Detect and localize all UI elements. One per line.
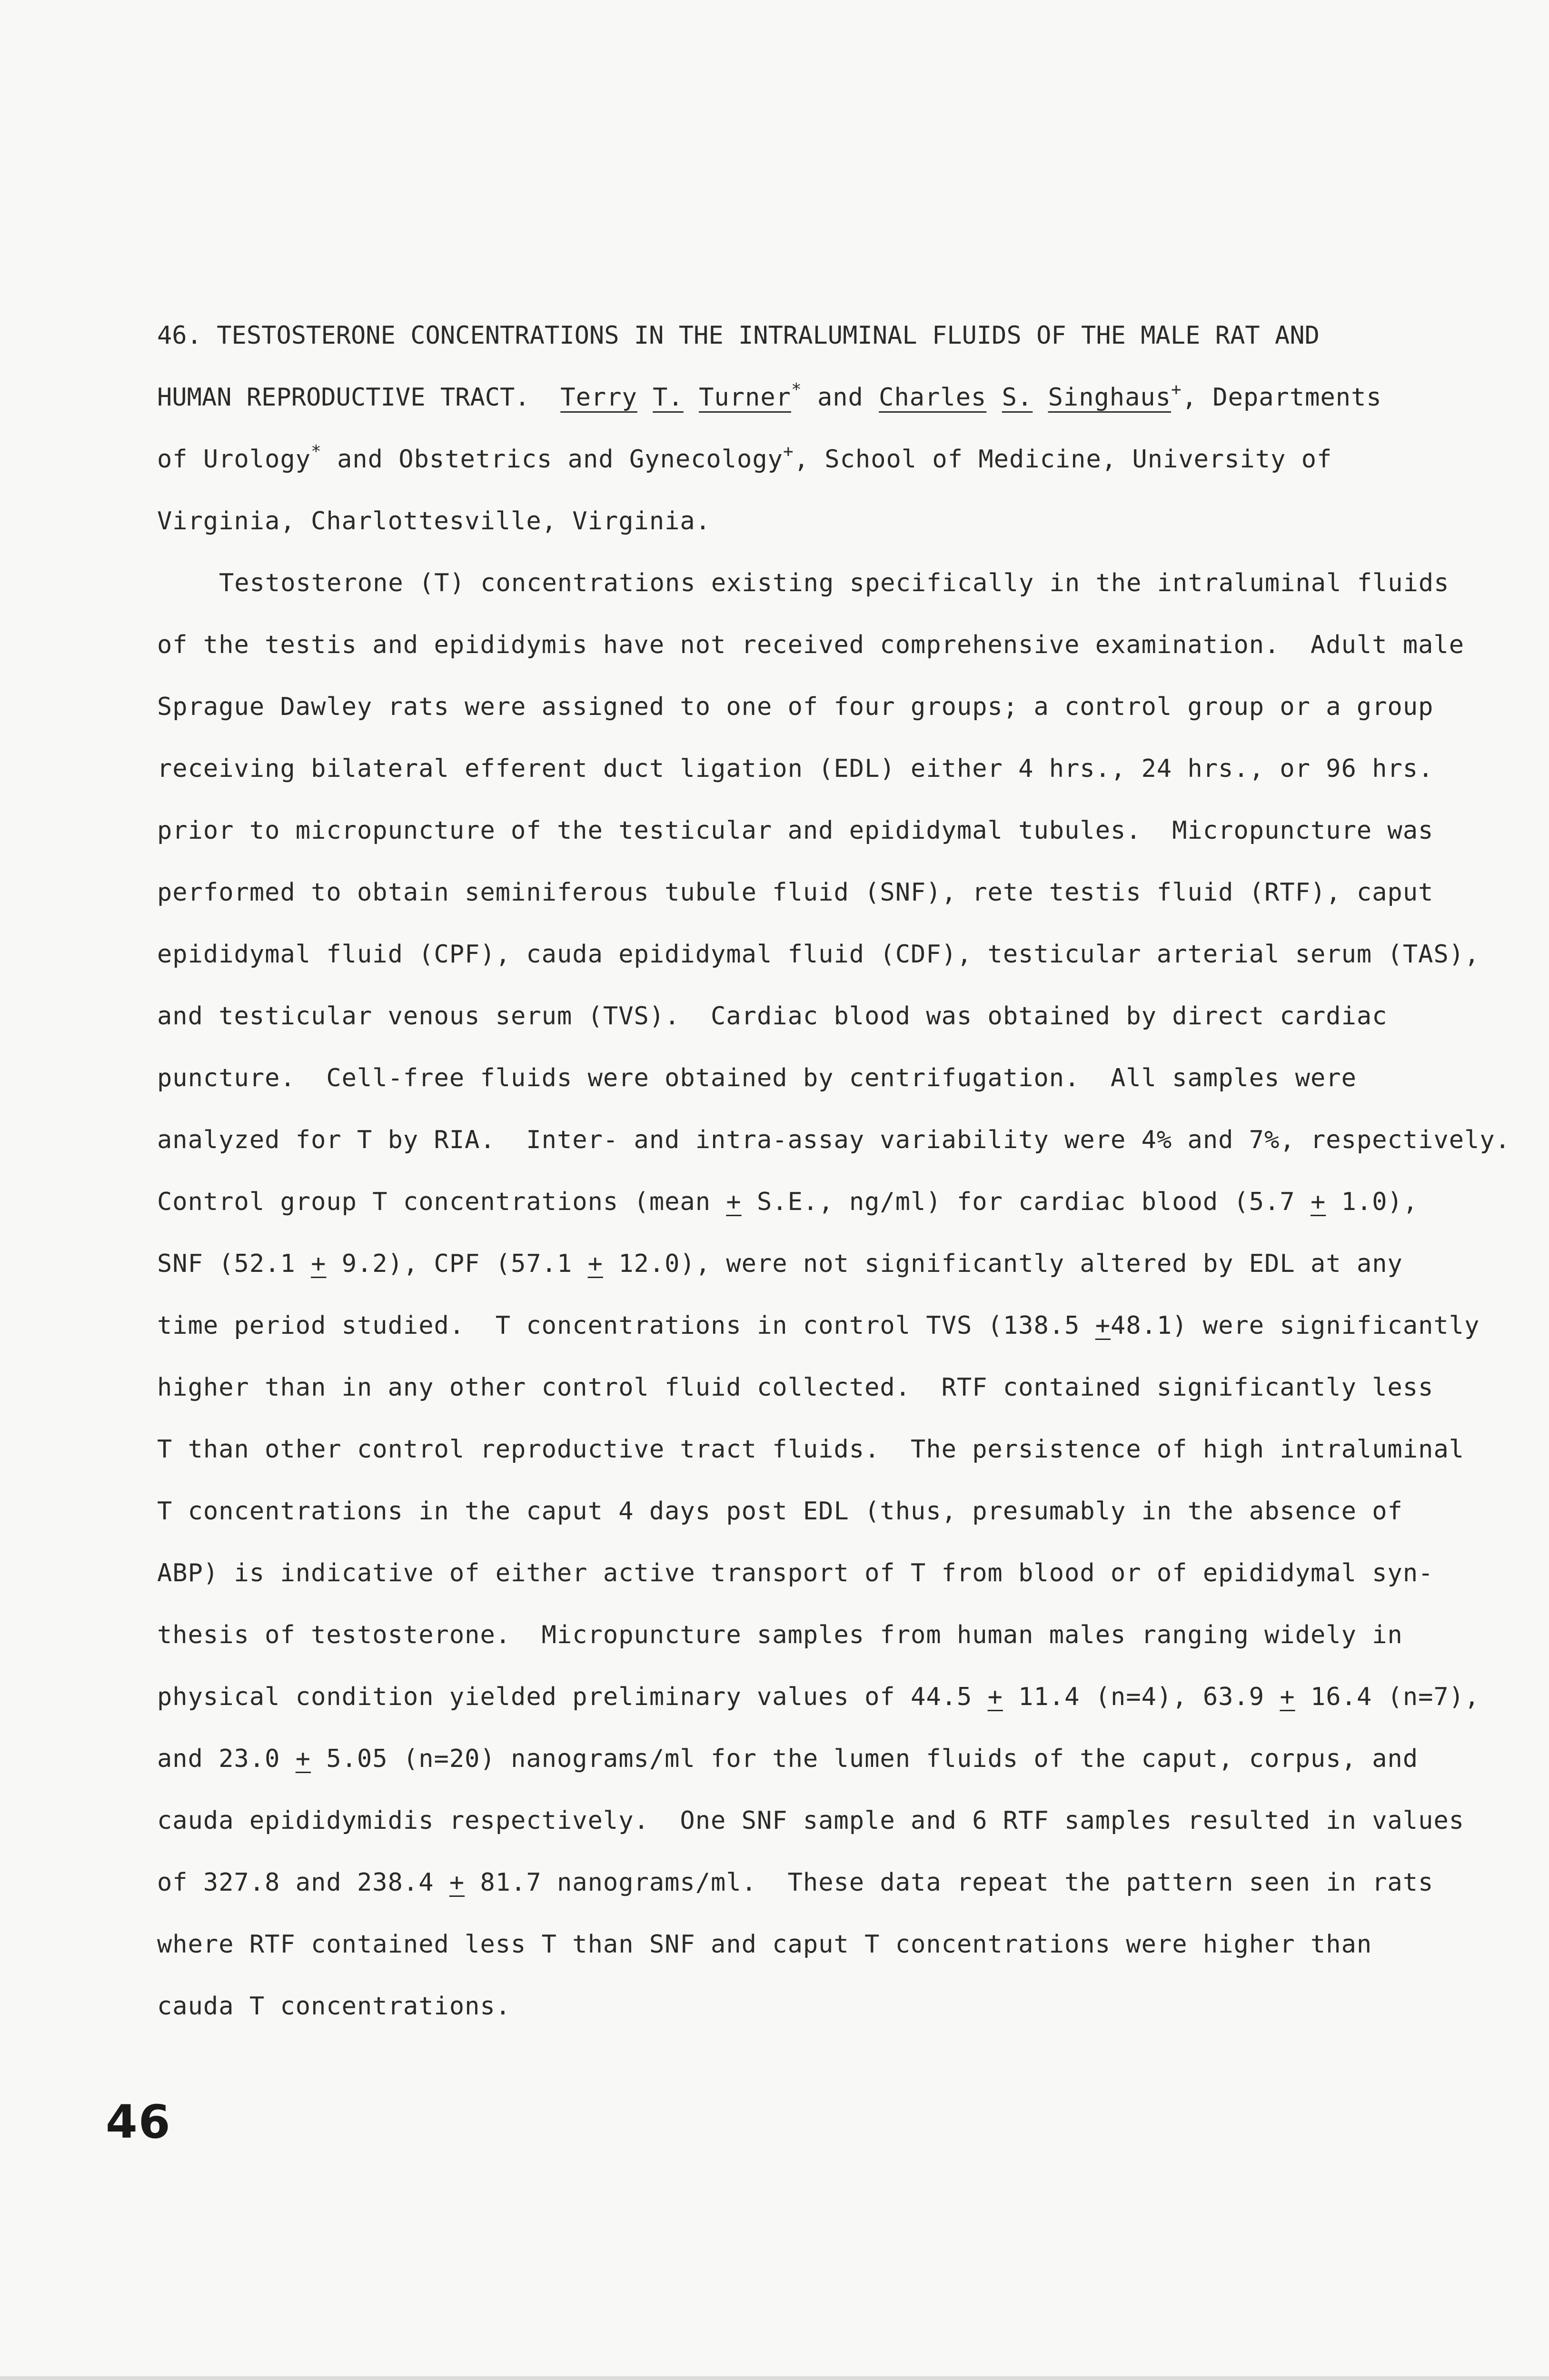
author2-initial: S. bbox=[1002, 383, 1033, 412]
author1-initial: T. bbox=[653, 383, 684, 412]
body-line: performed to obtain seminiferous tubule fluid (SNF), rete testis fluid (RTF), caput bbox=[157, 878, 1434, 907]
text-segment: 16.4 (n=7), bbox=[1295, 1683, 1480, 1711]
body-line: cauda T concentrations. bbox=[157, 1992, 511, 2021]
body-line-pm bbox=[157, 1666, 1485, 1728]
text-segment: 5.05 (n=20) nanograms/ml for the lumen fluids of the caput, corpus, and bbox=[311, 1745, 1419, 1773]
body-line: T than other control reproductive tract fluids. The persistence of high intraluminal bbox=[157, 1435, 1465, 1464]
author2-mark: + bbox=[1171, 380, 1182, 399]
text-segment: physical condition yielded preliminary values of 44.5 bbox=[157, 1683, 988, 1711]
affiliation-line bbox=[157, 428, 1485, 490]
text-segment: and 23.0 bbox=[157, 1745, 296, 1773]
affiliation-mark-1: * bbox=[311, 442, 322, 461]
text-segment: of 327.8 and 238.4 bbox=[157, 1868, 449, 1897]
page-number: 46 bbox=[106, 2095, 171, 2149]
body-line: cauda epididymidis respectively. One SNF sample and 6 RTF samples resulted in values bbox=[157, 1806, 1465, 1835]
body-line-pm bbox=[157, 1852, 1485, 1914]
author1-mark: * bbox=[791, 380, 802, 399]
title-line-2 bbox=[157, 367, 1485, 428]
plus-minus-sign: + bbox=[987, 1683, 1003, 1711]
text-segment: Control group T concentrations (mean bbox=[157, 1188, 726, 1216]
affiliation-mark-2: + bbox=[783, 442, 794, 461]
author1-first: Terry bbox=[560, 383, 637, 412]
body-line-pm bbox=[157, 1728, 1485, 1790]
body-line: receiving bilateral efferent duct ligation (EDL) either 4 hrs., 24 hrs., or 96 hrs. bbox=[157, 754, 1434, 783]
page-bottom-edge bbox=[0, 2376, 1549, 2380]
body-line-pm bbox=[157, 1295, 1485, 1357]
title-text: TESTOSTERONE CONCENTRATIONS IN THE INTRALUMINAL FLUIDS OF THE MALE RAT AND bbox=[217, 321, 1320, 350]
body-line-pm bbox=[157, 1233, 1485, 1295]
body-line: Testosterone (T) concentrations existing specifically in the intraluminal fluids bbox=[219, 569, 1450, 597]
author1-last: Turner bbox=[699, 383, 791, 412]
abstract-number: 46. bbox=[157, 321, 202, 350]
body-line-pm bbox=[157, 1171, 1485, 1233]
body-line: prior to micropuncture of the testicular and epididymal tubules. Micropuncture was bbox=[157, 816, 1434, 845]
text-segment: 12.0), were not significantly altered by EDL at any bbox=[603, 1250, 1403, 1278]
body-line: thesis of testosterone. Micropuncture samples from human males ranging widely in bbox=[157, 1621, 1403, 1649]
author2-last: Singhaus bbox=[1048, 383, 1172, 412]
plus-minus-sign: + bbox=[295, 1745, 311, 1773]
body-line: ABP) is indicative of either active transport of T from blood or of epididymal syn- bbox=[157, 1559, 1434, 1587]
plus-minus-sign: + bbox=[587, 1250, 603, 1278]
affiliation-obgyn: and Obstetrics and Gynecology bbox=[321, 445, 783, 474]
text-segment: S.E., ng/ml) for cardiac blood (5.7 bbox=[741, 1188, 1311, 1216]
body-line: Sprague Dawley rats were assigned to one of four groups; a control group or a group bbox=[157, 693, 1434, 721]
affiliation-urology: of Urology bbox=[157, 445, 311, 474]
and-word: and bbox=[817, 383, 864, 412]
plus-minus-sign: + bbox=[1095, 1311, 1111, 1340]
text-segment: 11.4 (n=4), 63.9 bbox=[1003, 1683, 1280, 1711]
plus-minus-sign: + bbox=[1280, 1683, 1295, 1711]
text-segment: 48.1) were significantly bbox=[1111, 1311, 1480, 1340]
body-line: analyzed for T by RIA. Inter- and intra-assay variability were 4% and 7%, respectively. bbox=[157, 1126, 1510, 1154]
plus-minus-sign: + bbox=[449, 1868, 465, 1897]
body-line: where RTF contained less T than SNF and caput T concentrations were higher than bbox=[157, 1930, 1372, 1959]
text-segment: SNF (52.1 bbox=[157, 1250, 311, 1278]
text-segment: time period studied. T concentrations in control TVS (138.5 bbox=[157, 1311, 1095, 1340]
body-line: of the testis and epididymis have not received comprehensive examination. Adult male bbox=[157, 631, 1465, 659]
author2-first: Charles bbox=[879, 383, 987, 412]
affiliation-a: , Departments bbox=[1182, 383, 1382, 412]
plus-minus-sign: + bbox=[726, 1188, 742, 1216]
affiliation-location: Virginia, Charlottesville, Virginia. bbox=[157, 507, 711, 536]
abstract bbox=[157, 305, 1510, 2037]
plus-minus-sign: + bbox=[1311, 1188, 1326, 1216]
title-text-2: HUMAN REPRODUCTIVE TRACT. bbox=[157, 383, 530, 412]
plus-minus-sign: + bbox=[311, 1250, 327, 1278]
body-line: and testicular venous serum (TVS). Cardiac blood was obtained by direct cardiac bbox=[157, 1002, 1388, 1031]
text-segment: 9.2), CPF (57.1 bbox=[326, 1250, 588, 1278]
text-segment: 81.7 nanograms/ml. These data repeat the pattern seen in rats bbox=[465, 1868, 1434, 1897]
body-line: epididymal fluid (CPF), cauda epididymal fluid (CDF), testicular arterial serum (TAS), bbox=[157, 940, 1480, 969]
body-line: puncture. Cell-free fluids were obtained by centrifugation. All samples were bbox=[157, 1064, 1357, 1092]
text-segment: 1.0), bbox=[1326, 1188, 1419, 1216]
body-line: higher than in any other control fluid collected. RTF contained significantly less bbox=[157, 1373, 1434, 1402]
body-line: T concentrations in the caput 4 days post EDL (thus, presumably in the absence of bbox=[157, 1497, 1403, 1526]
title-line-1 bbox=[157, 305, 1485, 367]
affiliation-school: , School of Medicine, University of bbox=[794, 445, 1332, 474]
